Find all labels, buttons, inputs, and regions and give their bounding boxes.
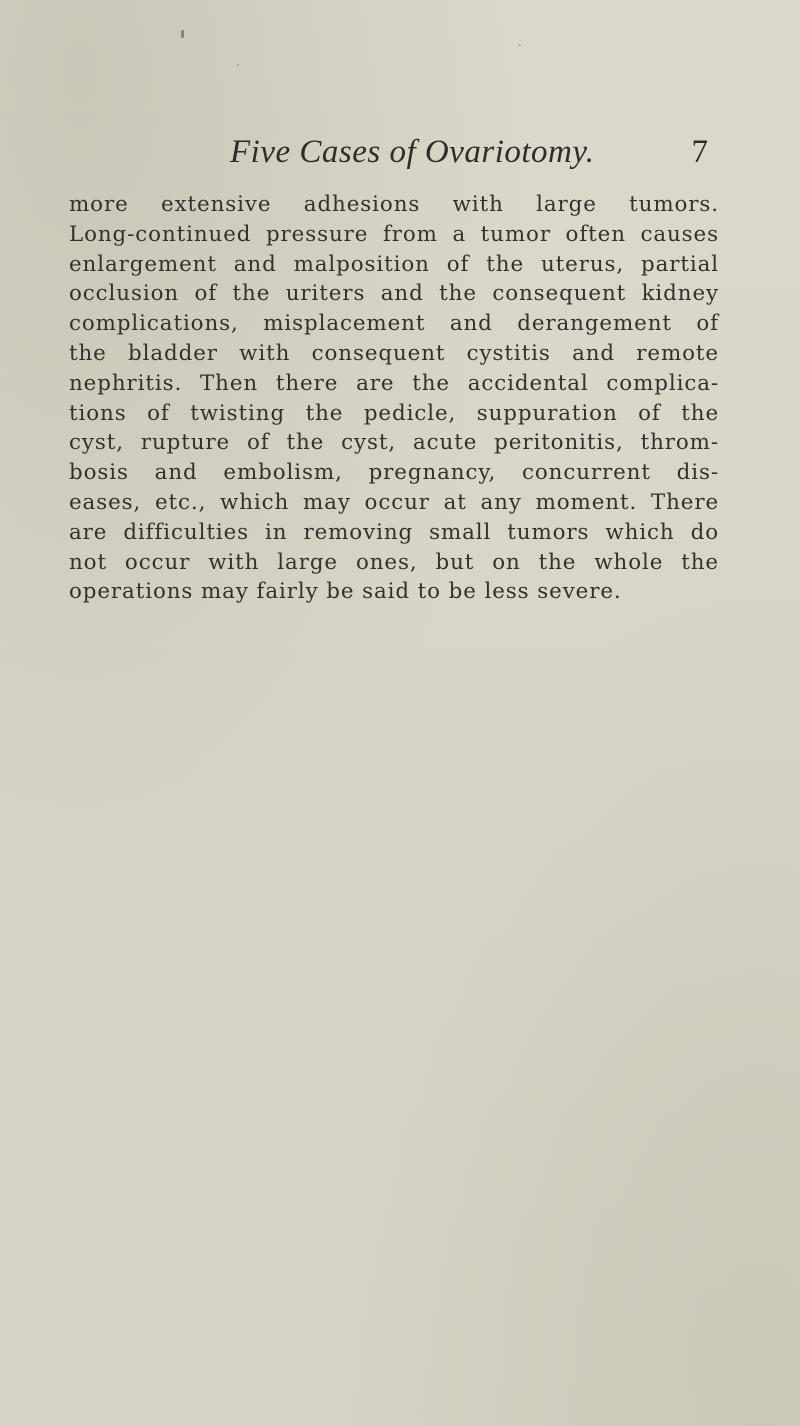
- text-line: eases, etc., which may occur at any moment. There: [69, 489, 719, 515]
- running-head: [70, 134, 710, 174]
- text-line: complications, misplacement and derangement of: [69, 311, 719, 337]
- text-line: enlargement and malposition of the uterus, partial: [69, 251, 719, 277]
- text-line: more extensive adhesions with large tumors.: [69, 192, 719, 217]
- page-number: 7: [691, 134, 708, 170]
- text-line: are difficulties in removing small tumors which do: [69, 519, 719, 545]
- text-line: the bladder with consequent cystitis and remote: [69, 340, 719, 366]
- text-line: tions of twisting the pedicle, suppuration of the: [69, 400, 719, 426]
- ink-speck: [181, 30, 184, 38]
- ink-speck: [518, 44, 521, 46]
- ink-speck: [237, 64, 239, 66]
- running-title: Five Cases of Ovariotomy.: [230, 134, 595, 170]
- text-line: occlusion of the uriters and the consequent kidney: [69, 281, 719, 307]
- text-line: bosis and embolism, pregnancy, concurrent dis-: [69, 460, 719, 486]
- text-line: nephritis. Then there are the accidental complica-: [69, 370, 719, 396]
- text-line: Long-continued pressure from a tumor often causes: [69, 221, 719, 247]
- text-line: cyst, rupture of the cyst, acute peritonitis, throm-: [69, 430, 719, 456]
- text-line: not occur with large ones, but on the whole the: [69, 549, 719, 575]
- body-paragraph: [69, 190, 719, 607]
- text-line-last: operations may fairly be said to be less severe.: [69, 579, 622, 605]
